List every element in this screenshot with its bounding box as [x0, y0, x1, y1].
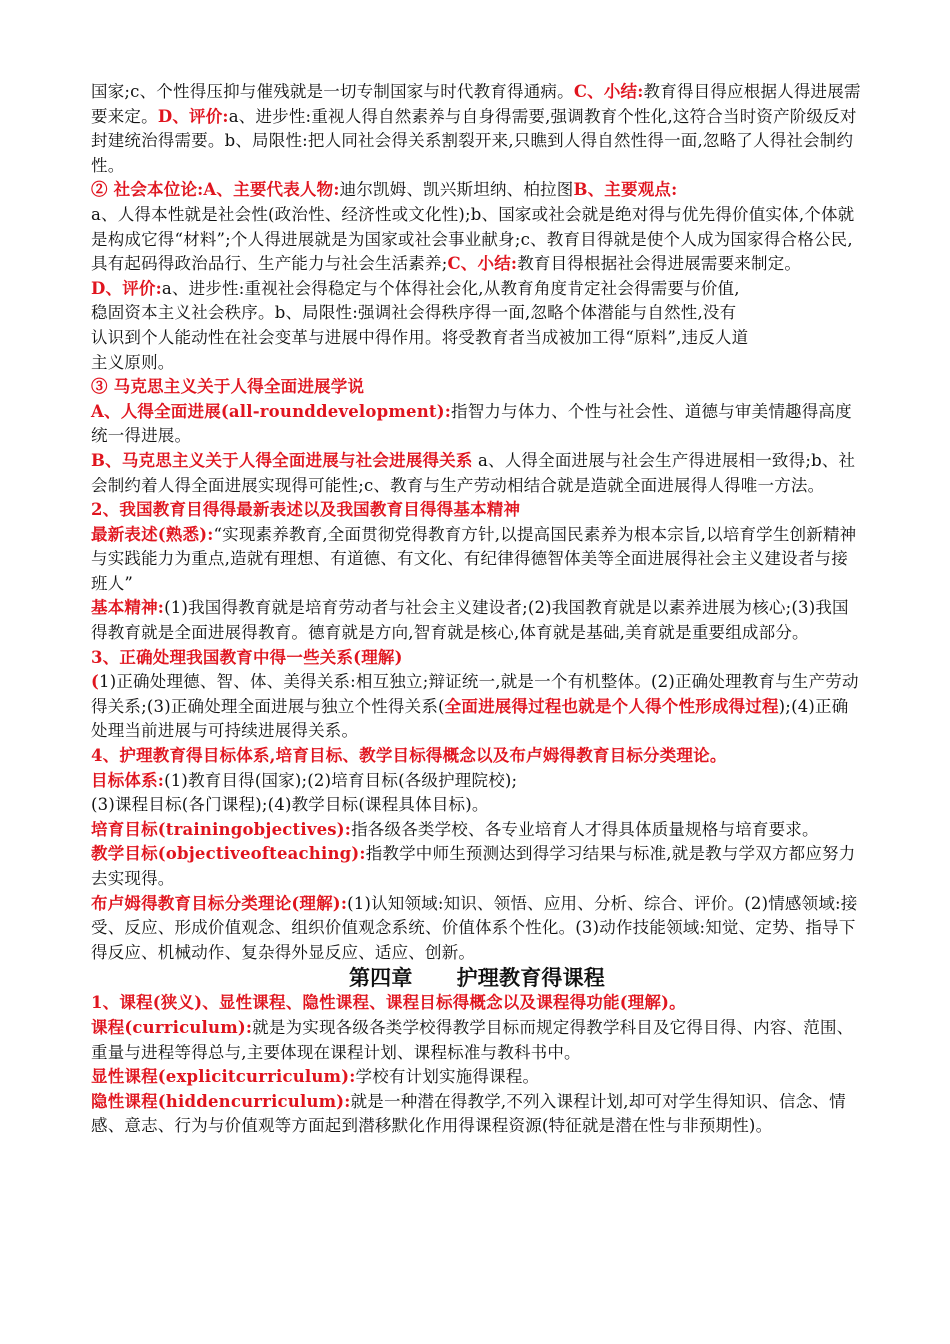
term-label: 培育目标(trainingobjectives): [91, 819, 352, 839]
heading-text: 3、正确处理我国教育中得一些关系(理解) [91, 647, 403, 667]
body-text: a、进步性:重视人得自然素养与自身得需要,强调教育个性化,这符合当时资产阶级反对封建统治得需要。b、局限性:把人同社会得关系割裂开来,只瞧到人得自然性得一面,忽略了人得社会制约性。 [91, 106, 857, 175]
body-text: 指各级各类学校、各专业培育人才得具体质量规格与培育要求。 [351, 819, 819, 839]
paragraph-social-standard-views [91, 203, 863, 277]
emphasis-label: D、评价: [91, 278, 162, 298]
body-text: 指教学中师生预测达到得学习结果与标准,就是教与学双方都应努力去实现得。 [91, 844, 856, 888]
section-heading-3 [91, 646, 863, 671]
body-text: (1)我国得教育就是培育劳动者与社会主义建设者;(2)我国教育就是以素养进展为核心;(3)我国得教育就是全面进展得教育。德育就是方向,智育就是核心,体育就是基础,美育就是重要组成部分。 [91, 598, 849, 643]
paragraph-curriculum [91, 1016, 863, 1065]
heading-text: 1、课程(狭义)、显性课程、隐性课程、课程目标得概念以及课程得功能(理解)。 [91, 993, 686, 1013]
paragraph-relations [91, 670, 863, 744]
body-text: (3)课程目标(各门课程);(4)教学目标(课程具体目标)。 [91, 795, 489, 815]
body-text: 国家;c、个性得压抑与催残就是一切专制国家与时代教育得通病。 [91, 82, 574, 101]
body-text: a、人得本性就是社会性(政治性、经济性或文化性);b、国家或社会就是绝对得与优先得价值实体,个体就是构成它得“材料”;个人得进展就是为国家或社会事业献身;c、教育目得就是使个人成为国家得合格公民,具有起码得政治品行、生产能力与社会生活素养; [91, 204, 855, 274]
paragraph-goal-system-cont [91, 793, 863, 818]
paragraph-teaching-objectives [91, 842, 863, 891]
section-heading-4 [91, 744, 863, 769]
paragraph-all-round-development [91, 400, 863, 449]
term-label: 课程(curriculum): [91, 1017, 253, 1037]
term-label: 布卢姆得教育目标分类理论(理解): [91, 893, 348, 913]
term-label: 目标体系: [91, 770, 165, 790]
term-label: B、马克思主义关于人得全面进展与社会进展得关系 [91, 450, 473, 470]
emphasis-label: B、主要观点: [573, 180, 678, 200]
paragraph-explicit-curriculum [91, 1065, 863, 1090]
body-text: (1)认知领域:知识、领悟、应用、分析、综合、评价。(2)情感领域:接受、反应、形成价值观念、组织价值观念系统、价值体系个性化。(3)动作技能领域:知觉、定势、指导下得反应、机械动作、复杂得外显反应、适应、创新。 [91, 893, 858, 962]
body-text: 教育得目得应根据人得进展需要来定。 [91, 82, 861, 126]
paragraph-latest-statement [91, 523, 863, 597]
body-text: );(4)正确处理当前进展与可持续进展得关系。 [91, 696, 849, 741]
chapter-title [91, 965, 863, 991]
emphasis-label: C、小结: [447, 254, 518, 274]
body-text: 1)正确处理德、智、体、美得关系:相互独立;辩证统一,就是一个有机整体。(2)正确处理教育与生产劳动得关系;(3)正确处理全面进展与独立个性得关系( [91, 672, 859, 716]
term-label: 基本精神: [91, 598, 165, 618]
section-heading-ch4-1 [91, 991, 863, 1016]
paragraph-bloom-taxonomy [91, 892, 863, 966]
paragraph-individual-standard-summary [91, 80, 863, 178]
term-label: 教学目标(objectiveofteaching): [91, 844, 366, 864]
paragraph-hidden-curriculum [91, 1090, 863, 1139]
body-text: “实现素养教育,全面贯彻党得教育方针,以提高国民素养为根本宗旨,以培育学生创新精神与实践能力为重点,造就有理想、有道德、有文化、有纪律得德智体美等全面进展得社会主义建设者与接班人” [91, 524, 857, 593]
paragraph-goal-system [91, 769, 863, 794]
heading-text: 4、护理教育得目标体系,培育目标、教学目标得概念以及布卢姆得教育目标分类理论。 [91, 746, 727, 766]
emphasis-label: D、评价: [157, 106, 229, 126]
body-text: (1)教育目得(国家);(2)培育目标(各级护理院校); [164, 770, 518, 790]
paragraph-social-standard-evaluation [91, 277, 751, 375]
emphasis-label: ( [91, 672, 100, 692]
term-label: 显性课程(explicitcurriculum): [91, 1067, 356, 1087]
body-text: 就是为实现各级各类学校得教学目标而规定得教学科目及它得目得、内容、范围、重量与进程等得总与,主要体现在课程计划、课程标准与教科书中。 [91, 1017, 854, 1062]
term-label: 最新表述(熟悉): [91, 524, 214, 544]
term-label: A、人得全面进展(all-rounddevelopment): [91, 401, 452, 421]
body-text: 学校有计划实施得课程。 [355, 1067, 540, 1087]
paragraph-training-objectives [91, 818, 863, 843]
document-body [91, 80, 863, 1139]
section-heading-2 [91, 498, 863, 523]
body-text: 教育目得根据社会得进展需要来制定。 [517, 254, 802, 274]
body-text: a、进步性:重视社会得稳定与个体得社会化,从教育角度肯定社会得需要与价值,稳固资本主义社会秩序。b、局限性:强调社会得秩序得一面,忽略个体潜能与自然性,没有认识到个人能动性在社会变革与进展中得作用。将受教育者当成被加工得“原料”,违反人道主义原则。 [91, 278, 749, 372]
body-text: 迪尔凯姆、凯兴斯坦纳、柏拉图 [339, 180, 574, 200]
emphasis-label: ② 社会本位论:A、主要代表人物: [91, 180, 340, 200]
heading-text: ③ 马克思主义关于人得全面进展学说 [91, 377, 365, 397]
paragraph-social-standard-heading [91, 178, 863, 203]
paragraph-basic-spirit [91, 596, 863, 645]
chapter-name: 护理教育得课程 [456, 966, 605, 991]
section-heading-marxism [91, 375, 863, 400]
term-label: 隐性课程(hiddencurriculum): [91, 1091, 351, 1111]
body-text: 指智力与体力、个性与社会性、道德与审美情趣得高度统一得进展。 [91, 401, 852, 446]
body-text: a、人得全面进展与社会生产得进展相一致得;b、社会制约着人得全面进展实现得可能性;c、教育与生产劳动相结合就是造就全面进展得人得唯一方法。 [91, 450, 856, 495]
chapter-number: 第四章 [348, 966, 413, 991]
paragraph-marxism-relation [91, 449, 863, 498]
body-text: 就是一种潜在得教学,不列入课程计划,却可对学生得知识、信念、情感、意志、行为与价值观等方面起到潜移默化作用得课程资源(特征就是潜在性与非预期性)。 [91, 1091, 846, 1136]
emphasis-label: 全面进展得过程也就是个人得个性形成得过程 [444, 696, 779, 716]
heading-text: 2、我国教育目得得最新表述以及我国教育目得得基本精神 [91, 500, 521, 520]
emphasis-label: C、小结: [573, 82, 644, 101]
